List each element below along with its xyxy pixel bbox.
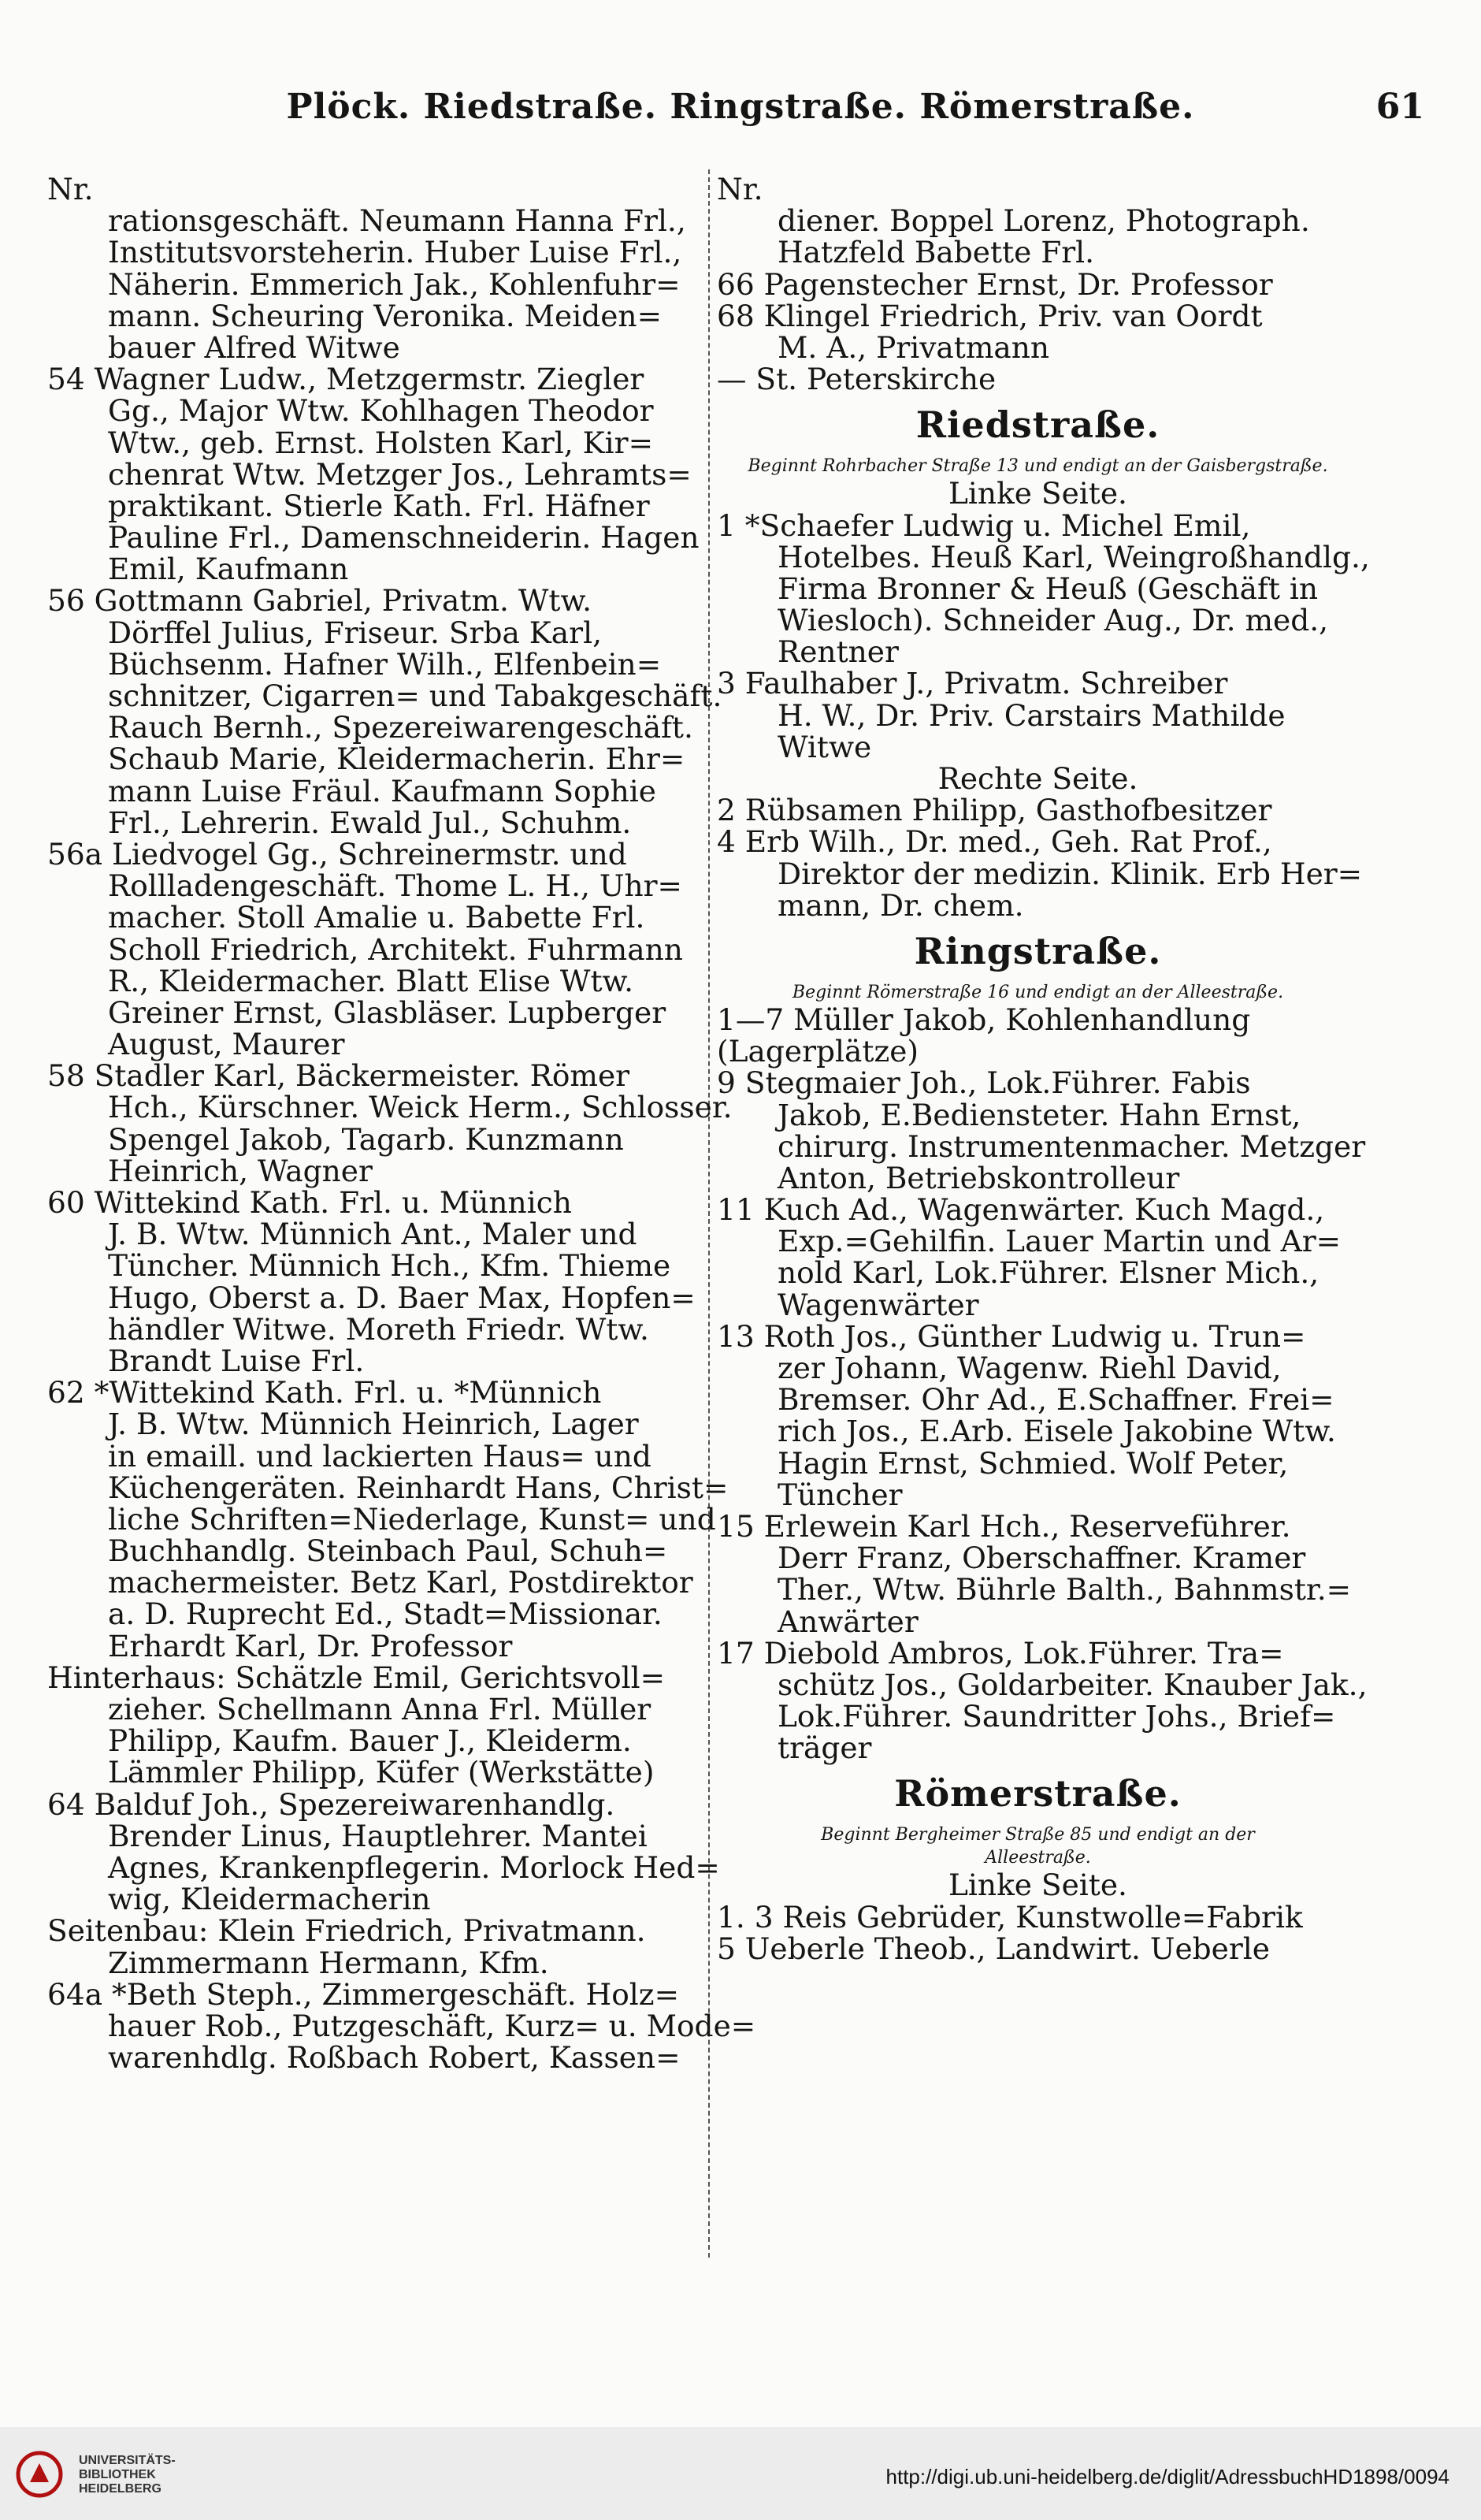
text-line: träger: [778, 1730, 872, 1766]
text-line: 68 Klingel Friedrich, Priv. van Oordt: [717, 298, 1263, 333]
text-line: Lok.Führer. Saundritter Johs., Brief=: [778, 1699, 1336, 1734]
note-roemerstrasse-1: Beginnt Bergheimer Straße 85 und endigt an der: [821, 1825, 1255, 1845]
text-line: Spengel Jakob, Tagarb. Kunzmann: [108, 1121, 624, 1157]
text-line: Frl., Lehrerin. Ewald Jul., Schuhm.: [108, 805, 632, 840]
text-line: zieher. Schellmann Anna Frl. Müller: [108, 1692, 651, 1726]
text-line: Witwe: [778, 729, 872, 764]
text-line: Schaub Marie, Kleidermacherin. Ehr=: [108, 742, 685, 777]
text-line: Exp.=Gehilfin. Lauer Martin und Ar=: [778, 1224, 1342, 1259]
text-line: Brender Linus, Hauptlehrer. Mantei: [108, 1818, 648, 1853]
text-line: Firma Bronner & Heuß (Geschäft in: [778, 571, 1319, 606]
riedstrasse-right-entries: [717, 793, 1363, 923]
roemerstrasse-entries: [717, 1901, 1359, 1964]
text-line: Scholl Friedrich, Architekt. Fuhrmann: [108, 931, 683, 967]
library-logo-icon: [16, 2451, 63, 2498]
text-line: Seitenbau: Klein Friedrich, Privatmann.: [47, 1913, 646, 1949]
text-line: 54 Wagner Ludw., Metzgermstr. Ziegler: [47, 362, 644, 397]
text-line: rich Jos., E.Arb. Eisele Jakobine Wtw.: [778, 1414, 1336, 1449]
text-line: 3 Faulhaber J., Privatm. Schreiber: [717, 666, 1228, 701]
page-number: 61: [1375, 87, 1424, 127]
ringstrasse-entries: [717, 1002, 1368, 1766]
left-column: [47, 172, 756, 2076]
text-line: — St. Peterskirche: [717, 362, 997, 397]
text-line: Nr.: [47, 172, 94, 206]
text-line: Bremser. Ohr Ad., E.Schaffner. Frei=: [778, 1382, 1334, 1418]
text-line: 4 Erb Wilh., Dr. med., Geh. Rat Prof.,: [717, 824, 1272, 860]
text-line: chirurg. Instrumentenmacher. Metzger: [778, 1128, 1366, 1164]
text-line: Hch., Kürschner. Weick Herm., Schlosser.: [108, 1090, 733, 1125]
text-line: Wtw., geb. Ernst. Holsten Karl, Kir=: [108, 425, 654, 460]
text-line: Direktor der medizin. Klinik. Erb Her=: [778, 856, 1363, 891]
note-riedstrasse: Beginnt Rohrbacher Straße 13 und endigt an der Gaisbergstraße.: [748, 456, 1328, 477]
text-line: händler Witwe. Moreth Friedr. Wtw.: [108, 1311, 649, 1347]
side-label-left: Linke Seite.: [948, 476, 1127, 511]
text-line: Jakob, E.Bediensteter. Hahn Ernst,: [778, 1097, 1301, 1132]
text-line: praktikant. Stierle Kath. Frl. Häfner: [108, 488, 650, 523]
text-line: Anton, Betriebskontrolleur: [778, 1160, 1180, 1195]
text-line: Brandt Luise Frl.: [108, 1343, 365, 1378]
text-line: 11 Kuch Ad., Wagenwärter. Kuch Magd.,: [717, 1192, 1325, 1228]
text-line: hauer Rob., Putzgeschäft, Kurz= u. Mode=: [108, 2008, 756, 2043]
riedstrasse-left-entries: [717, 507, 1370, 764]
note-ringstrasse: Beginnt Römerstraße 16 und endigt an der Alleestraße.: [792, 982, 1284, 1002]
text-line: in emaill. und lackierten Haus= und: [108, 1438, 651, 1474]
text-line: M. A., Privatmann: [778, 329, 1050, 365]
text-line: Rentner: [778, 634, 899, 670]
text-line: 60 Wittekind Kath. Frl. u. Münnich: [47, 1185, 572, 1220]
page-header: [0, 87, 1481, 142]
text-line: Rauch Bernh., Spezereiwarengeschäft.: [108, 710, 693, 745]
text-line: Tüncher. Münnich Hch., Kfm. Thieme: [108, 1248, 671, 1284]
side-label-left: Linke Seite.: [948, 1868, 1127, 1903]
text-line: Agnes, Krankenpflegerin. Morlock Hed=: [108, 1849, 720, 1885]
text-line: schnitzer, Cigarren= und Tabakgeschäft.: [108, 678, 722, 713]
heading-roemerstrasse: Römerstraße.: [894, 1772, 1182, 1816]
text-line: 64 Balduf Joh., Spezereiwarenhandlg.: [47, 1786, 615, 1822]
text-line: Greiner Ernst, Glasbläser. Lupberger: [108, 994, 666, 1030]
text-line: schütz Jos., Goldarbeiter. Knauber Jak.,: [778, 1667, 1368, 1702]
text-line: Dörffel Julius, Friseur. Srba Karl,: [108, 615, 603, 650]
text-line: bauer Alfred Witwe: [108, 329, 400, 365]
heading-ringstrasse: Ringstraße.: [914, 929, 1162, 972]
text-line: Hagin Ernst, Schmied. Wolf Peter,: [778, 1445, 1289, 1481]
right-column: [717, 172, 1370, 1966]
text-line: machermeister. Betz Karl, Postdirektor: [108, 1565, 693, 1600]
text-line: 66 Pagenstecher Ernst, Dr. Professor: [717, 266, 1273, 302]
text-line: Tüncher: [778, 1477, 903, 1512]
text-line: Wiesloch). Schneider Aug., Dr. med.,: [778, 603, 1329, 638]
text-line: 58 Stadler Karl, Bäckermeister. Römer: [47, 1058, 630, 1094]
text-line: 17 Diebold Ambros, Lok.Führer. Tra=: [717, 1635, 1284, 1671]
text-line: 1 *Schaefer Ludwig u. Michel Emil,: [717, 507, 1251, 543]
source-url[interactable]: http://digi.ub.uni-heidelberg.de/diglit/AdressbuchHD1898/0094: [885, 2465, 1449, 2488]
text-line: Nr.: [717, 172, 763, 206]
running-title: Plöck. Riedstraße. Ringstraße. Römerstraße.: [286, 87, 1195, 127]
text-line: J. B. Wtw. Münnich Heinrich, Lager: [108, 1407, 639, 1442]
text-line: 15 Erlewein Karl Hch., Reserveführer.: [717, 1508, 1291, 1544]
library-logo-text: [79, 2454, 176, 2496]
heading-riedstrasse: Riedstraße.: [915, 403, 1160, 447]
logo-line: BIBLIOTHEK: [79, 2468, 156, 2481]
text-line: 5 Ueberle Theob., Landwirt. Ueberle: [717, 1931, 1270, 1966]
text-line: (Lagerplätze): [717, 1034, 919, 1069]
text-line: mann Luise Fräul. Kaufmann Sophie: [108, 773, 656, 808]
text-line: Anwärter: [778, 1604, 919, 1639]
text-line: Heinrich, Wagner: [108, 1153, 373, 1188]
text-line: 13 Roth Jos., Günther Ludwig u. Trun=: [717, 1318, 1306, 1354]
logo-line: HEIDELBERG: [79, 2482, 161, 2496]
text-line: Näherin. Emmerich Jak., Kohlenfuhr=: [108, 266, 681, 302]
text-line: Wagenwärter: [778, 1287, 979, 1322]
text-line: rationsgeschäft. Neumann Hanna Frl.,: [108, 203, 686, 239]
text-line: nold Karl, Lok.Führer. Elsner Mich.,: [778, 1255, 1320, 1291]
text-line: 64a *Beth Steph., Zimmergeschäft. Holz=: [47, 1976, 679, 2012]
text-line: 56a Liedvogel Gg., Schreinermstr. und: [47, 836, 627, 872]
text-line: H. W., Dr. Priv. Carstairs Mathilde: [778, 697, 1286, 733]
text-line: a. D. Ruprecht Ed., Stadt=Missionar.: [108, 1596, 663, 1632]
text-line: Institutsvorsteherin. Huber Luise Frl.,: [108, 235, 682, 270]
text-line: macher. Stoll Amalie u. Babette Frl.: [108, 900, 645, 935]
text-line: J. B. Wtw. Münnich Ant., Maler und: [108, 1217, 637, 1252]
text-line: Hugo, Oberst a. D. Baer Max, Hopfen=: [108, 1280, 696, 1315]
text-line: 62 *Wittekind Kath. Frl. u. *Münnich: [47, 1375, 602, 1411]
text-line: Rollladengeschäft. Thome L. H., Uhr=: [108, 868, 682, 904]
text-line: 1. 3 Reis Gebrüder, Kunstwolle=Fabrik: [717, 1899, 1303, 1935]
text-line: zer Johann, Wagenw. Riehl David,: [778, 1351, 1282, 1385]
text-line: wig, Kleidermacherin: [108, 1882, 431, 1917]
side-label-right: Rechte Seite.: [937, 761, 1138, 796]
text-line: liche Schriften=Niederlage, Kunst= und: [108, 1501, 716, 1537]
text-line: Gg., Major Wtw. Kohlhagen Theodor: [108, 393, 654, 429]
text-line: mann, Dr. chem.: [778, 887, 1024, 923]
note-roemerstrasse-2: Alleestraße.: [985, 1848, 1091, 1868]
text-line: diener. Boppel Lorenz, Photograph.: [778, 203, 1310, 239]
logo-line: UNIVERSITÄTS-: [79, 2454, 176, 2467]
text-line: 1—7 Müller Jakob, Kohlenhandlung: [717, 1002, 1251, 1037]
text-line: Buchhandlg. Steinbach Paul, Schuh=: [108, 1533, 668, 1569]
text-line: Zimmermann Hermann, Kfm.: [108, 1945, 549, 1980]
text-line: Büchsenm. Hafner Wilh., Elfenbein=: [108, 646, 662, 682]
text-line: Hinterhaus: Schätzle Emil, Gerichtsvoll=: [47, 1660, 666, 1695]
text-line: R., Kleidermacher. Blatt Elise Wtw.: [108, 963, 634, 998]
text-line: 56 Gottmann Gabriel, Privatm. Wtw.: [47, 583, 592, 619]
text-line: Hotelbes. Heuß Karl, Weingroßhandlg.,: [778, 539, 1370, 574]
text-line: warenhdlg. Roßbach Robert, Kassen=: [108, 2040, 681, 2076]
text-line: Emil, Kaufmann: [108, 552, 349, 587]
text-line: Pauline Frl., Damenschneiderin. Hagen: [108, 520, 700, 556]
text-line: Derr Franz, Oberschaffner. Kramer: [778, 1541, 1306, 1576]
text-line: August, Maurer: [108, 1027, 345, 1062]
text-line: Hatzfeld Babette Frl.: [778, 235, 1095, 270]
text-line: 2 Rübsamen Philipp, Gasthofbesitzer: [717, 793, 1272, 828]
right-top-entries: [717, 173, 1359, 395]
text-line: Küchengeräten. Reinhardt Hans, Christ=: [108, 1470, 729, 1505]
text-line: Erhardt Karl, Dr. Professor: [108, 1628, 513, 1663]
text-line: Lämmler Philipp, Küfer (Werkstätte): [108, 1755, 655, 1790]
footer-bar: [0, 2427, 1481, 2520]
text-line: Philipp, Kaufm. Bauer J., Kleiderm.: [108, 1723, 632, 1759]
text-line: 9 Stegmaier Joh., Lok.Führer. Fabis: [717, 1065, 1251, 1101]
text-line: mann. Scheuring Veronika. Meiden=: [108, 298, 662, 333]
text-line: Ther., Wtw. Bührle Balth., Bahnmstr.=: [778, 1572, 1352, 1608]
text-line: chenrat Wtw. Metzger Jos., Lehramts=: [108, 456, 692, 492]
